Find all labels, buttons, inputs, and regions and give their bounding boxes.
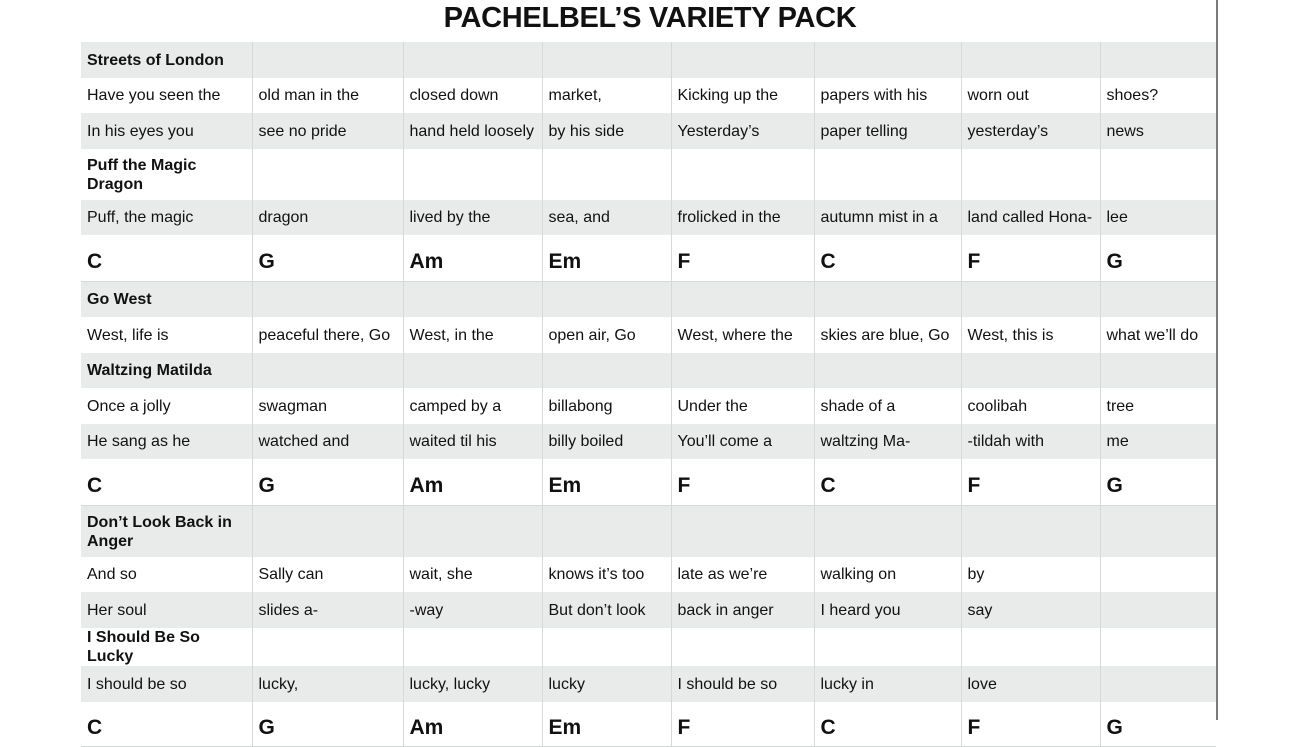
empty-cell bbox=[252, 506, 403, 558]
lyric-cell: lucky, lucky bbox=[403, 666, 542, 702]
lyric-cell: shade of a bbox=[814, 388, 961, 424]
lyric-cell: watched and bbox=[252, 424, 403, 459]
song-title: Don’t Look Back in Anger bbox=[81, 506, 252, 558]
lyric-row bbox=[81, 200, 1216, 235]
lyric-cell: worn out bbox=[961, 78, 1100, 113]
lyric-cell: billy boiled bbox=[542, 424, 671, 459]
empty-cell bbox=[252, 42, 403, 78]
lyric-cell: autumn mist in a bbox=[814, 200, 961, 235]
lyric-cell: shoes? bbox=[1100, 78, 1216, 113]
empty-cell bbox=[961, 42, 1100, 78]
lyric-cell: I should be so bbox=[81, 666, 252, 702]
lyric-row bbox=[81, 592, 1216, 628]
lyric-cell: frolicked in the bbox=[671, 200, 814, 235]
empty-cell bbox=[1100, 282, 1216, 318]
lyric-cell: Puff, the magic bbox=[81, 200, 252, 235]
chord-cell: G bbox=[252, 235, 403, 282]
song-title: Streets of London bbox=[81, 42, 252, 78]
chord-cell: C bbox=[814, 235, 961, 282]
song-title-row bbox=[81, 353, 1216, 388]
lyric-row bbox=[81, 424, 1216, 459]
lyric-cell: by his side bbox=[542, 113, 671, 149]
empty-cell bbox=[814, 353, 961, 388]
lyric-cell: West, where the bbox=[671, 317, 814, 353]
lyric-cell: market, bbox=[542, 78, 671, 113]
empty-cell bbox=[1100, 628, 1216, 666]
lyric-cell: me bbox=[1100, 424, 1216, 459]
empty-cell bbox=[252, 353, 403, 388]
lyric-cell: say bbox=[961, 592, 1100, 628]
lyric-cell: camped by a bbox=[403, 388, 542, 424]
empty-cell bbox=[542, 628, 671, 666]
empty-cell bbox=[542, 353, 671, 388]
page-title: PACHELBEL’S VARIETY PACK bbox=[443, 2, 857, 34]
song-title: Waltzing Matilda bbox=[81, 353, 252, 388]
lyric-row bbox=[81, 557, 1216, 592]
lyric-cell: dragon bbox=[252, 200, 403, 235]
chord-cell: G bbox=[252, 702, 403, 747]
lyric-cell: lee bbox=[1100, 200, 1216, 235]
lyric-cell: He sang as he bbox=[81, 424, 252, 459]
lyric-cell: sea, and bbox=[542, 200, 671, 235]
song-title: Puff the Magic Dragon bbox=[87, 156, 197, 193]
lyric-cell: billabong bbox=[542, 388, 671, 424]
lyric-cell bbox=[1100, 666, 1216, 702]
empty-cell bbox=[814, 506, 961, 558]
empty-cell bbox=[403, 628, 542, 666]
lyric-cell: Sally can bbox=[252, 557, 403, 592]
chord-cell: F bbox=[671, 459, 814, 506]
chord-cell: Am bbox=[403, 459, 542, 506]
empty-cell bbox=[671, 628, 814, 666]
lyric-row bbox=[81, 113, 1216, 149]
empty-cell bbox=[961, 282, 1100, 318]
chord-row bbox=[81, 235, 1216, 282]
empty-cell bbox=[542, 506, 671, 558]
lyric-cell: skies are blue, Go bbox=[814, 317, 961, 353]
empty-cell bbox=[671, 149, 814, 200]
empty-cell bbox=[1100, 149, 1216, 200]
lyric-cell: news bbox=[1100, 113, 1216, 149]
lyric-cell: Once a jolly bbox=[87, 397, 171, 415]
empty-cell bbox=[814, 42, 961, 78]
song-chord-table bbox=[81, 42, 1216, 747]
chord-cell: C bbox=[81, 235, 252, 282]
empty-cell bbox=[542, 149, 671, 200]
lyric-cell: what we’ll do bbox=[1100, 317, 1216, 353]
empty-cell bbox=[1100, 506, 1216, 558]
empty-cell bbox=[671, 282, 814, 318]
lyric-cell: open air, Go bbox=[542, 317, 671, 353]
chord-cell: Em bbox=[542, 459, 671, 506]
table-body bbox=[81, 42, 1216, 747]
lyric-cell: But don’t look bbox=[542, 592, 671, 628]
lyric-cell: land called Hona- bbox=[961, 200, 1100, 235]
lyric-cell: by bbox=[961, 557, 1100, 592]
lyric-cell: lucky bbox=[542, 666, 671, 702]
empty-cell bbox=[814, 628, 961, 666]
lyric-cell: late as we’re bbox=[671, 557, 814, 592]
lyric-cell: West, in the bbox=[403, 317, 542, 353]
chord-cell: F bbox=[961, 702, 1100, 747]
chord-cell: F bbox=[671, 702, 814, 747]
chord-cell: C bbox=[81, 459, 252, 506]
empty-cell bbox=[961, 506, 1100, 558]
lyric-cell: And so bbox=[87, 566, 137, 583]
empty-cell bbox=[961, 628, 1100, 666]
song-title-row bbox=[81, 628, 1216, 666]
lyric-cell: I heard you bbox=[814, 592, 961, 628]
chord-row bbox=[81, 459, 1216, 506]
lyric-cell: walking on bbox=[814, 557, 961, 592]
lyric-cell bbox=[1100, 557, 1216, 592]
lyric-cell: wait, she bbox=[403, 557, 542, 592]
empty-cell bbox=[671, 506, 814, 558]
empty-cell bbox=[252, 282, 403, 318]
chord-cell: Em bbox=[542, 235, 671, 282]
empty-cell bbox=[671, 353, 814, 388]
lyric-cell: You’ll come a bbox=[671, 424, 814, 459]
chord-cell: G bbox=[1100, 459, 1216, 506]
empty-cell bbox=[814, 149, 961, 200]
lyric-cell: Kicking up the bbox=[671, 78, 814, 113]
lyric-cell: swagman bbox=[252, 388, 403, 424]
empty-cell bbox=[542, 282, 671, 318]
song-title-row bbox=[81, 149, 1216, 200]
lyric-cell: hand held loosely bbox=[403, 113, 542, 149]
song-title-row bbox=[81, 506, 1216, 558]
lyric-cell: West, life is bbox=[87, 326, 169, 344]
lyric-cell: lucky in bbox=[814, 666, 961, 702]
lyric-cell: waltzing Ma- bbox=[814, 424, 961, 459]
lyric-cell: love bbox=[961, 666, 1100, 702]
lyric-cell: I should be so bbox=[671, 666, 814, 702]
lyric-cell: back in anger bbox=[671, 592, 814, 628]
empty-cell bbox=[252, 628, 403, 666]
lyric-cell: see no pride bbox=[252, 113, 403, 149]
song-title-row bbox=[81, 282, 1216, 318]
lyric-cell: old man in the bbox=[252, 78, 403, 113]
lyric-cell: lived by the bbox=[403, 200, 542, 235]
song-title: I Should Be So Lucky bbox=[87, 629, 200, 665]
lyric-cell: lucky, bbox=[252, 666, 403, 702]
lyric-cell: -way bbox=[403, 592, 542, 628]
lyric-cell: tree bbox=[1100, 388, 1216, 424]
chord-cell: Am bbox=[403, 702, 542, 747]
page-edge-divider bbox=[1216, 0, 1218, 720]
lyric-cell: Have you seen the bbox=[87, 87, 221, 104]
lyric-cell: Under the bbox=[671, 388, 814, 424]
empty-cell bbox=[403, 282, 542, 318]
lyric-cell: In his eyes you bbox=[81, 113, 252, 149]
lyric-row bbox=[81, 666, 1216, 702]
lyric-cell: Her soul bbox=[81, 592, 252, 628]
chord-cell: G bbox=[252, 459, 403, 506]
empty-cell bbox=[1100, 353, 1216, 388]
lyric-cell: -tildah with bbox=[961, 424, 1100, 459]
song-title: Go West bbox=[81, 282, 252, 318]
lyric-cell: West, this is bbox=[961, 317, 1100, 353]
chord-cell: F bbox=[961, 459, 1100, 506]
chord-cell: F bbox=[671, 235, 814, 282]
lyric-cell: paper telling bbox=[814, 113, 961, 149]
empty-cell bbox=[403, 42, 542, 78]
lyric-cell: yesterday’s bbox=[961, 113, 1100, 149]
lyric-cell: waited til his bbox=[403, 424, 542, 459]
lyric-cell: papers with his bbox=[814, 78, 961, 113]
song-title-row bbox=[81, 42, 1216, 78]
lyric-cell: slides a- bbox=[252, 592, 403, 628]
chord-cell: C bbox=[81, 702, 252, 747]
empty-cell bbox=[403, 353, 542, 388]
chord-cell: Em bbox=[542, 702, 671, 747]
lyric-cell: closed down bbox=[403, 78, 542, 113]
chord-cell: G bbox=[1100, 702, 1216, 747]
empty-cell bbox=[1100, 42, 1216, 78]
chord-cell: G bbox=[1100, 235, 1216, 282]
empty-cell bbox=[403, 149, 542, 200]
lyric-row bbox=[81, 317, 1216, 353]
lyric-cell: peaceful there, Go bbox=[252, 317, 403, 353]
empty-cell bbox=[814, 282, 961, 318]
empty-cell bbox=[252, 149, 403, 200]
chord-cell: Am bbox=[403, 235, 542, 282]
chord-cell: F bbox=[961, 235, 1100, 282]
chord-cell: C bbox=[814, 459, 961, 506]
empty-cell bbox=[961, 149, 1100, 200]
empty-cell bbox=[671, 42, 814, 78]
lyric-cell bbox=[1100, 592, 1216, 628]
chord-cell: C bbox=[814, 702, 961, 747]
lyric-cell: Yesterday’s bbox=[671, 113, 814, 149]
chord-row bbox=[81, 702, 1216, 747]
empty-cell bbox=[542, 42, 671, 78]
empty-cell bbox=[403, 506, 542, 558]
lyric-row bbox=[81, 78, 1216, 113]
lyric-cell: knows it’s too bbox=[542, 557, 671, 592]
lyric-row bbox=[81, 388, 1216, 424]
empty-cell bbox=[961, 353, 1100, 388]
lyric-cell: coolibah bbox=[961, 388, 1100, 424]
